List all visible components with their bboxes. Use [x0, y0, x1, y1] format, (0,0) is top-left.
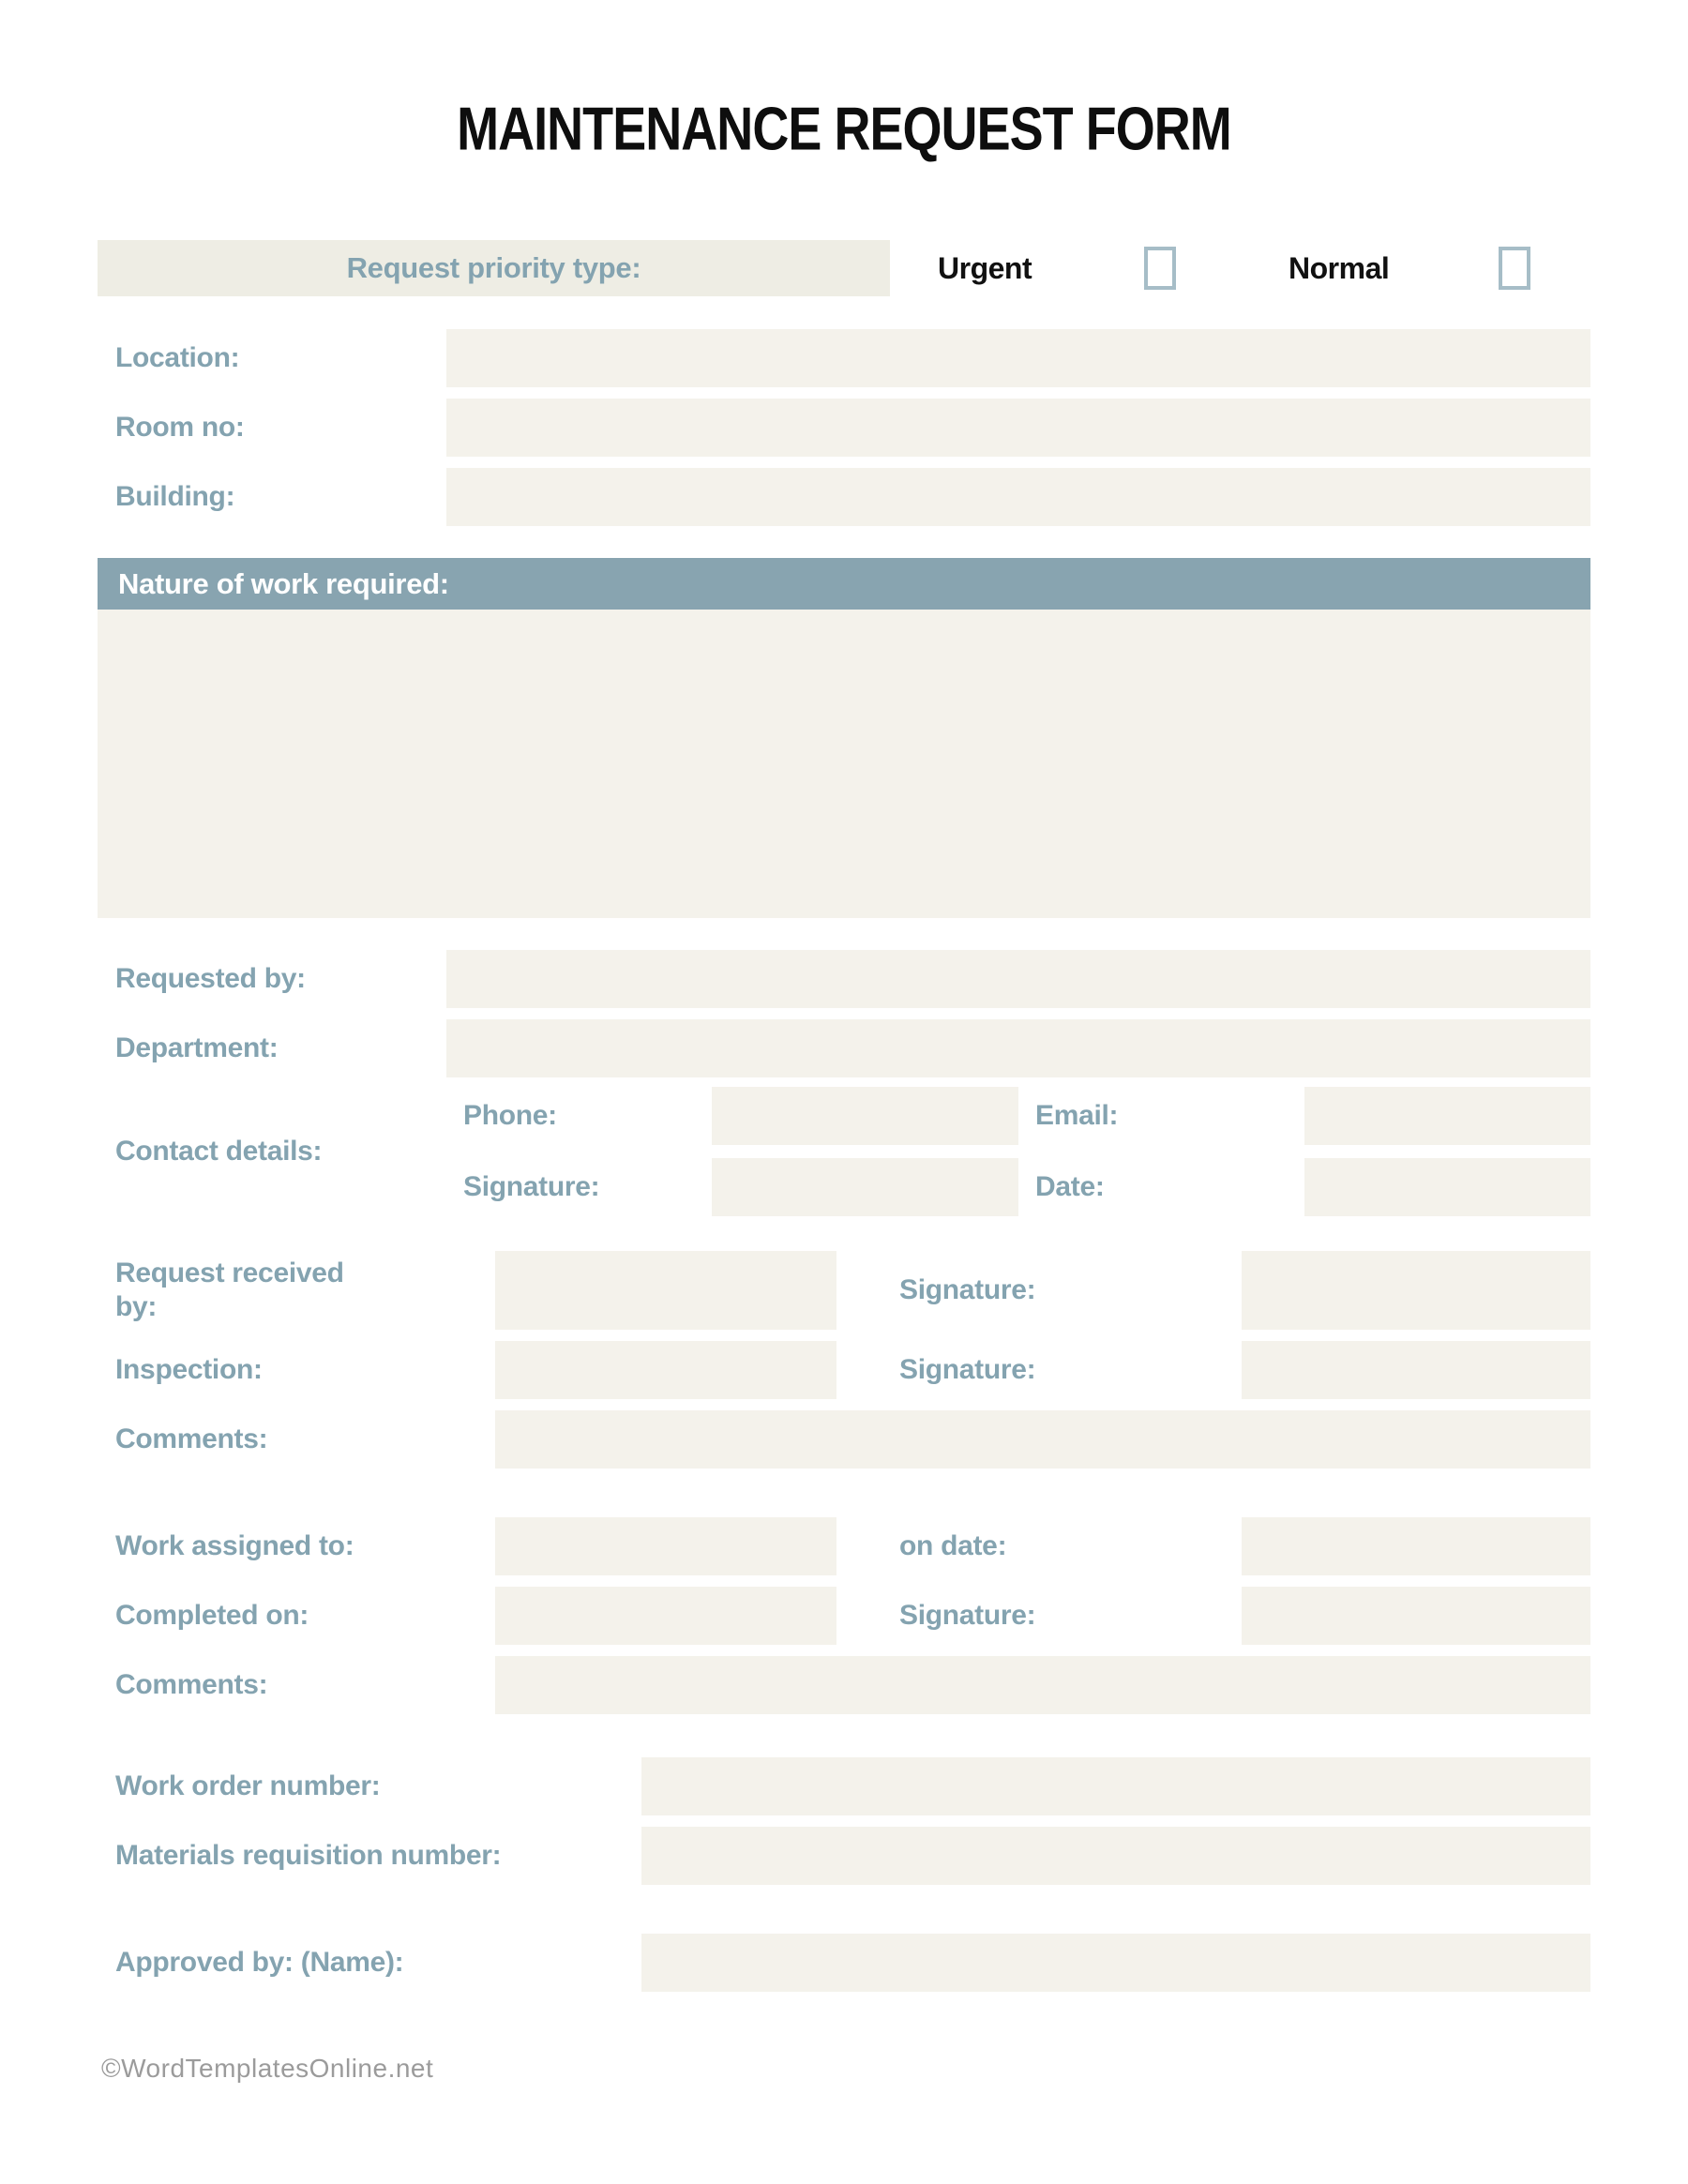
- work-assigned-to-label: Work assigned to:: [115, 1530, 354, 1561]
- work-order-number-input[interactable]: [641, 1757, 1590, 1815]
- location-label: Location:: [115, 342, 240, 373]
- room-no-input[interactable]: [446, 399, 1590, 457]
- received-signature-input[interactable]: [1242, 1251, 1590, 1330]
- completed-on-input[interactable]: [495, 1587, 836, 1645]
- assignment-comments-input[interactable]: [495, 1656, 1590, 1714]
- contact-details-label: Contact details:: [115, 1136, 323, 1167]
- contact-date-input[interactable]: [1304, 1158, 1590, 1216]
- approved-by-label: Approved by: (Name):: [115, 1947, 404, 1978]
- materials-requisition-number-label: Materials requisition number:: [115, 1840, 502, 1871]
- urgent-option-label: Urgent: [938, 250, 1032, 285]
- assignment-comments-label: Comments:: [115, 1669, 268, 1700]
- processing-comments-label: Comments:: [115, 1423, 268, 1454]
- work-assigned-to-input[interactable]: [495, 1517, 836, 1575]
- normal-option-label: Normal: [1289, 250, 1390, 285]
- approved-by-input[interactable]: [641, 1934, 1590, 1992]
- inspection-input[interactable]: [495, 1341, 836, 1399]
- completed-signature-input[interactable]: [1242, 1587, 1590, 1645]
- page-title-text: MAINTENANCE REQUEST FORM: [457, 95, 1231, 163]
- department-label: Department:: [115, 1032, 279, 1063]
- received-signature-label: Signature:: [899, 1274, 1036, 1305]
- nature-of-work-textarea[interactable]: [98, 610, 1590, 918]
- work-order-number-label: Work order number:: [115, 1770, 381, 1801]
- on-date-label: on date:: [899, 1530, 1007, 1561]
- request-received-by-input[interactable]: [495, 1251, 836, 1330]
- requested-by-input[interactable]: [446, 950, 1590, 1008]
- nature-of-work-header: Nature of work required:: [98, 558, 1590, 610]
- priority-type-label: Request priority type:: [98, 240, 890, 296]
- on-date-input[interactable]: [1242, 1517, 1590, 1575]
- requested-by-label: Requested by:: [115, 963, 306, 994]
- inspection-signature-label: Signature:: [899, 1354, 1036, 1385]
- contact-date-label: Date:: [1035, 1171, 1105, 1202]
- materials-requisition-number-input[interactable]: [641, 1827, 1590, 1885]
- department-input[interactable]: [446, 1019, 1590, 1077]
- contact-signature-input[interactable]: [712, 1158, 1018, 1216]
- room-no-label: Room no:: [115, 412, 245, 443]
- phone-input[interactable]: [712, 1087, 1018, 1145]
- phone-label: Phone:: [463, 1100, 557, 1131]
- processing-comments-input[interactable]: [495, 1410, 1590, 1469]
- inspection-label: Inspection:: [115, 1354, 263, 1385]
- email-label: Email:: [1035, 1100, 1119, 1131]
- contact-signature-label: Signature:: [463, 1171, 600, 1202]
- building-label: Building:: [115, 481, 235, 512]
- normal-checkbox[interactable]: [1499, 247, 1530, 290]
- completed-signature-label: Signature:: [899, 1600, 1036, 1631]
- request-received-by-label: Request received by:: [115, 1258, 344, 1322]
- urgent-checkbox[interactable]: [1144, 247, 1176, 290]
- page-title: [0, 95, 1688, 163]
- building-input[interactable]: [446, 468, 1590, 526]
- inspection-signature-input[interactable]: [1242, 1341, 1590, 1399]
- footer-credit: ©WordTemplatesOnline.net: [101, 2054, 434, 2083]
- email-input[interactable]: [1304, 1087, 1590, 1145]
- completed-on-label: Completed on:: [115, 1600, 309, 1631]
- location-input[interactable]: [446, 329, 1590, 387]
